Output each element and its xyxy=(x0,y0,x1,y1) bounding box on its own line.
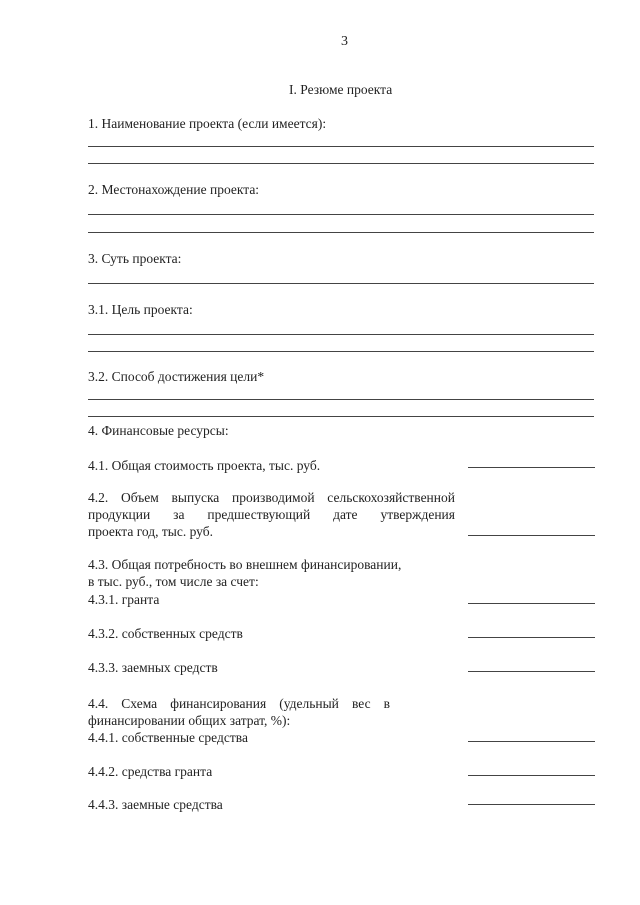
section-title: I. Резюме проекта xyxy=(289,82,393,97)
value-blank[interactable] xyxy=(468,637,595,638)
answer-line[interactable] xyxy=(88,283,594,284)
answer-line[interactable] xyxy=(88,351,594,352)
item-project-goal: 3.1. Цель проекта: xyxy=(88,302,193,317)
item-project-location: 2. Местонахождение проекта: xyxy=(88,182,260,197)
item-external-line1: 4.3. Общая потребность во внешнем финансировании, xyxy=(88,557,402,572)
item-scheme-line1: 4.4. Схема финансирования (удельный вес в xyxy=(88,696,390,711)
item-scheme-line2: финансировании общих затрат, %): xyxy=(88,713,291,728)
item-scheme-own: 4.4.1. собственные средства xyxy=(88,730,248,745)
answer-line[interactable] xyxy=(88,232,594,233)
answer-line[interactable] xyxy=(88,214,594,215)
item-output-line1: 4.2. Объем выпуска производимой сельскохозяйственной xyxy=(88,490,455,505)
item-grant: 4.3.1. гранта xyxy=(88,592,160,607)
value-blank[interactable] xyxy=(468,741,595,742)
item-scheme-grant: 4.4.2. средства гранта xyxy=(88,764,213,779)
item-financial-resources: 4. Финансовые ресурсы: xyxy=(88,423,229,438)
value-blank[interactable] xyxy=(468,671,595,672)
item-output-line2: продукции за предшествующий дате утверждения xyxy=(88,507,455,522)
item-own-funds: 4.3.2. собственных средств xyxy=(88,626,243,641)
value-blank[interactable] xyxy=(468,775,595,776)
item-scheme-loan: 4.4.3. заемные средства xyxy=(88,797,223,812)
value-blank[interactable] xyxy=(468,804,595,805)
item-total-cost: 4.1. Общая стоимость проекта, тыс. руб. xyxy=(88,458,321,473)
value-blank[interactable] xyxy=(468,603,595,604)
answer-line[interactable] xyxy=(88,334,594,335)
item-goal-method: 3.2. Способ достижения цели* xyxy=(88,369,265,384)
item-output-line3: проекта год, тыс. руб. xyxy=(88,524,213,539)
answer-line[interactable] xyxy=(88,146,594,147)
item-project-name: 1. Наименование проекта (если имеется): xyxy=(88,116,327,131)
item-external-line2: в тыс. руб., том числе за счет: xyxy=(88,574,259,589)
answer-line[interactable] xyxy=(88,416,594,417)
answer-line[interactable] xyxy=(88,399,594,400)
answer-line[interactable] xyxy=(88,163,594,164)
item-project-essence: 3. Суть проекта: xyxy=(88,251,182,266)
page-number: 3 xyxy=(341,34,348,49)
value-blank[interactable] xyxy=(468,535,595,536)
item-loan-funds: 4.3.3. заемных средств xyxy=(88,660,218,675)
value-blank[interactable] xyxy=(468,467,595,468)
